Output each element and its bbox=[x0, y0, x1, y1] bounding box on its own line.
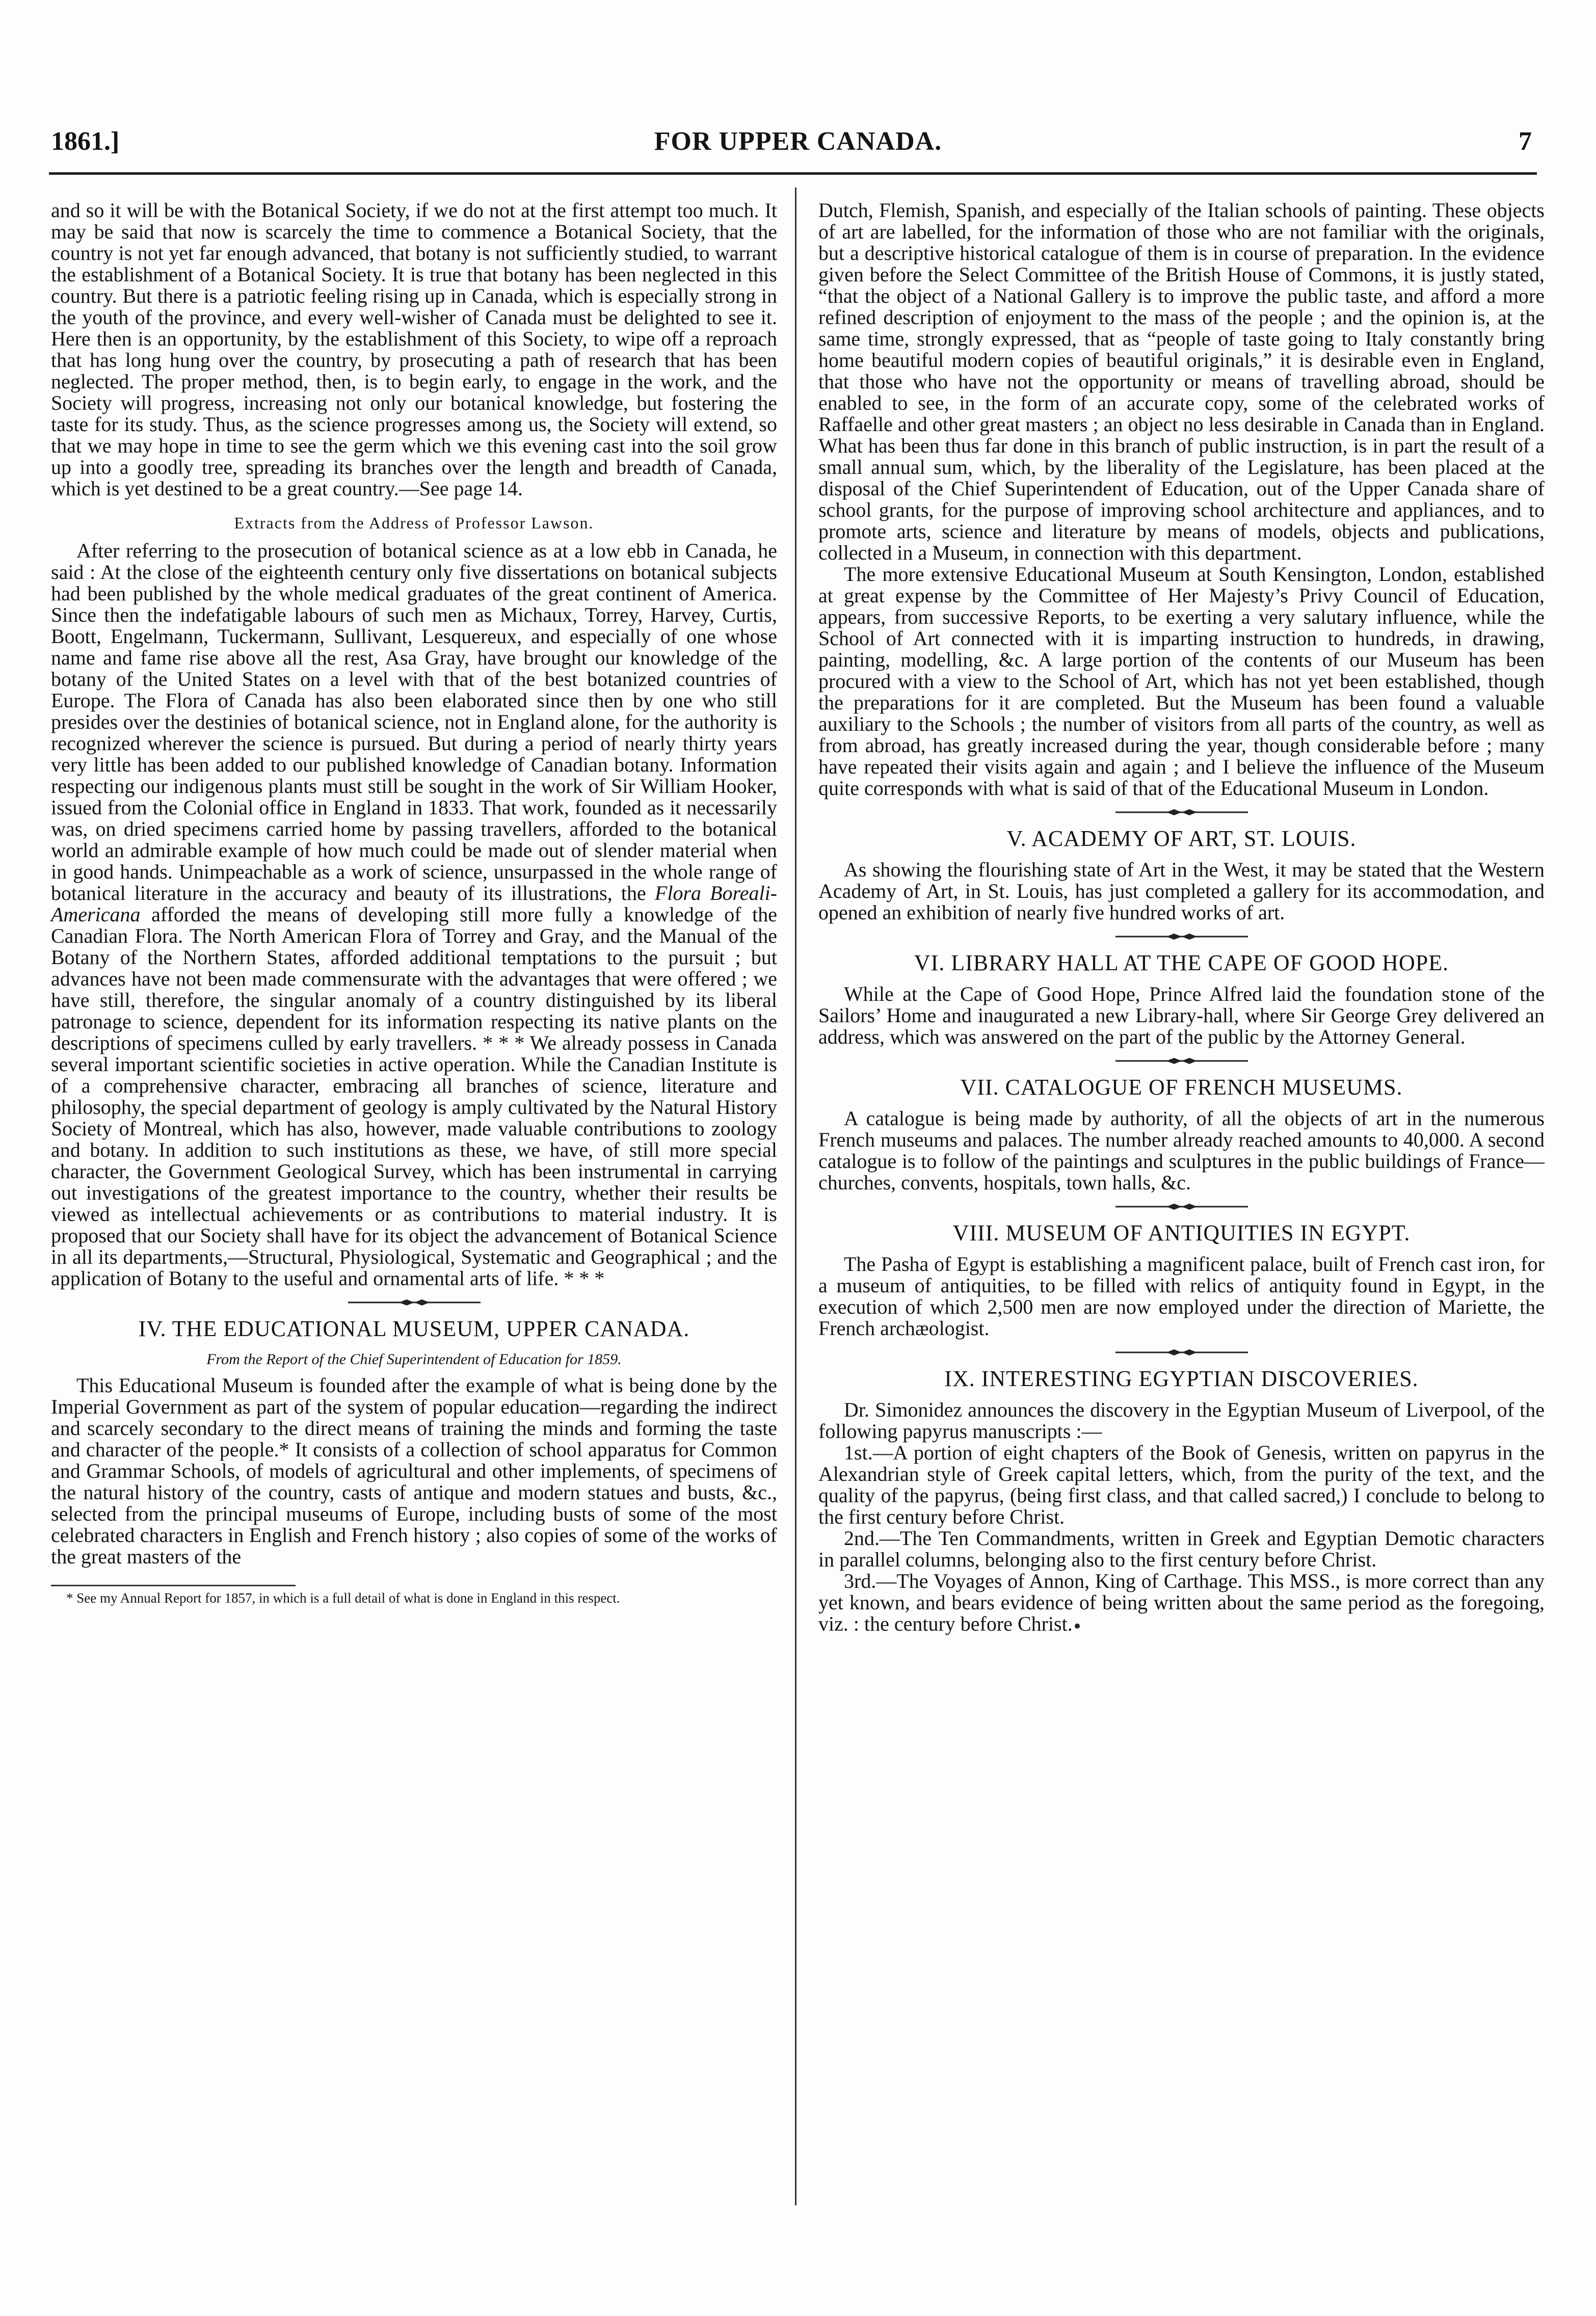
section-6-heading: VI. LIBRARY HALL AT THE CAPE OF GOOD HOPE. bbox=[914, 950, 1449, 975]
left-column bbox=[51, 200, 777, 1606]
section-9-item-1: 1st.—A portion of eight chapters of the Book of Genesis, written on papyrus in the Alexandrian style of Greek capital letters, which, from the purity of the text, and the quality of the papyrus, (being first class, and that called sacred,) I conclude to belong to the first century before Christ. bbox=[818, 1441, 1545, 1528]
section-9-heading: IX. INTERESTING EGYPTIAN DISCOVERIES. bbox=[944, 1366, 1419, 1391]
section-ornament bbox=[1110, 1203, 1253, 1211]
header-title: FOR UPPER CANADA. bbox=[654, 127, 942, 156]
section-5-text: As showing the flourishing state of Art in the West, it may be stated that the Western Academy of Art, in St. Louis, has just completed a gallery for its accommodation, and opened an exhibition of nearly five hundred works of art. bbox=[818, 858, 1545, 924]
extracts-heading: Extracts from the Address of Professor Lawson. bbox=[234, 514, 594, 532]
section-ornament bbox=[1110, 1348, 1253, 1356]
section-7-heading: VII. CATALOGUE OF FRENCH MUSEUMS. bbox=[960, 1075, 1403, 1100]
end-mark bbox=[1075, 1623, 1080, 1629]
section-ornament bbox=[1110, 1057, 1253, 1065]
section-4-source: From the Report of the Chief Superintendent of Education for 1859. bbox=[206, 1351, 622, 1368]
footnote: * See my Annual Report for 1857, in which is a full detail of what is done in England in this respect. bbox=[66, 1590, 620, 1606]
section-9-item-2: 2nd.—The Ten Commandments, written in Greek and Egyptian Demotic characters in parallel columns, belonging also to the first century before Christ. bbox=[818, 1527, 1545, 1571]
botanical-society-paragraph: and so it will be with the Botanical Society, if we do not at the first attempt too much. It may be said that now is scarcely the time to commence a Botanical Society, that the country is not yet far enough advanced, that botany is not sufficiently studied, to warrant the establishment of a Botanical Society. It is true that botany has been neglected in this country. But there is a patriotic feeling rising up in Canada, which is especially strong in the youth of the province, and every well-wisher of Canada must be delighted to see it. Here then is an opportunity, by the establishment of this Society, to wipe off a reproach that has long hung over the country, by prosecuting a path of research that has been neglected. The proper method, then, is to begin early, to engage in the work, and the Society will progress, increasing not only our botanical knowledge, but fostering the taste for its study. Thus, as the science progresses among us, the Society will extend, so that we may hope in time to see the germ which we this evening cast into the soil grow up into a goodly tree, spreading its branches over the length and breadth of Canada, which is yet destined to be a great country.—See page 14. bbox=[51, 199, 777, 500]
section-9-item-3 bbox=[818, 1570, 1545, 1635]
section-ornament bbox=[1110, 808, 1253, 816]
section-ornament bbox=[1110, 933, 1253, 941]
section-4-heading: IV. THE EDUCATIONAL MUSEUM, UPPER CANADA. bbox=[138, 1316, 690, 1341]
right-column bbox=[818, 200, 1545, 1635]
lawson-text-part-1: After referring to the prosecution of botanical science as at a low ebb in Canada, he said : At the close of the eighteenth century only five dissertations on botanical subjects had been published by the whole medical graduates of the great continent of America. Since then the indefatigable labours of such men as Michaux, Torrey, Harvey, Curtis, Boott, Engelmann, Tuckermann, Sullivant, Lesquereux, and especially of one whose name and fame rise above all the rest, Asa Gray, have brought our knowledge of the botany of the United States on a level with that of the best botanized countries of Europe. The Flora of Canada has also been elaborated since then by one who still presides over the destinies of botanical science, not in England alone, for the authority is recognized wherever the science is pursued. But during a period of nearly thirty years very little has been added to our published knowledge of Canadian botany. Information respecting our indigenous plants must still be sought in the work of Sir William Hooker, issued from the Colonial office in England in 1833. That work, founded as it necessarily was, on dried specimens carried home by passing travellers, afforded to the botanical world an admirable example of how much could be made out of slender material when in good hands. Unimpeachable as a work of science, unsurpassed in the whole range of botanical literature in the accuracy and beauty of its illustrations, the bbox=[51, 539, 777, 904]
museum-continued-paragraph: Dutch, Flemish, Spanish, and especially of the Italian schools of painting. These objects of art are labelled, for the information of those who are not familiar with the originals, but a descriptive historical catalogue of them is in course of preparation. In the evidence given before the Select Committee of the British House of Commons, it is justly stated, “that the object of a National Gallery is to improve the public taste, and afford a more refined description of enjoyment to the mass of the people ; and the opinion is, at the same time, strongly expressed, that as “people of taste going to Italy constantly bring home beautiful modern copies of beautiful originals,” it is desirable even in England, that those who have not the opportunity or means of travelling abroad, should be enabled to see, in the form of an accurate copy, some of the celebrated works of Raffaelle and other great masters ; an object no less desirable in Canada than in England. What has been thus far done in this branch of public instruction, is in part the result of a small annual sum, which, by the liberality of the Legislature, has been placed at the disposal of the Chief Superintendent of Education, out of the Upper Canada share of school grants, for the purpose of improving school architecture and appliances, and to promote arts, science and literature by means of models, objects and publications, collected in a Museum, in connection with this department. bbox=[818, 199, 1545, 564]
south-kensington-paragraph: The more extensive Educational Museum at South Kensington, London, established at great expense by the Committee of Her Majesty’s Privy Council of Education, appears, from successive Reports, to be exerting a very salutary influence, while the School of Art connected with it is imparting instruction to hundreds, in drawing, painting, modelling, &c. A large portion of the contents of our Museum has been procured with a view to the School of Art, which has not yet been established, though the preparations for it are completed. But the Museum has been found a valuable auxiliary to the Schools ; the number of visitors from all parts of the country, as well as from abroad, has greatly increased during the year, though considerable before ; many have repeated their visits again and again ; and I believe the influence of the Museum quite corresponds with what is said of that of the Educational Museum in London. bbox=[818, 563, 1545, 800]
column-divider bbox=[795, 188, 796, 2205]
section-6-text: While at the Cape of Good Hope, Prince Alfred laid the foundation stone of the Sailors’ Home and inaugurated a new Library-hall, where Sir George Grey delivered an address, which was answered on the part of the public by the Attorney General. bbox=[818, 982, 1545, 1048]
section-8-heading: VIII. MUSEUM OF ANTIQUITIES IN EGYPT. bbox=[952, 1220, 1411, 1245]
header-rule bbox=[49, 172, 1537, 175]
lawson-text-part-2: afforded the means of developing still more fully a knowledge of the Canadian Flora. The North American Flora of Torrey and Gray, and the Manual of the Botany of the Northern States, afforded additional temptations to the pursuit ; but advances have not been made commensurate with the advantages that were offered ; we have still, therefore, the singular anomaly of a country distinguished by its liberal patronage to science, dependent for its information respecting its native plants on the descriptions of specimens culled by early travellers. * * * We already possess in Canada several important scientific societies in active operation. While the Canadian Institute is of a comprehensive character, embracing all branches of science, literature and philosophy, the special department of geology is amply cultivated by the Natural History Society of Montreal, which has also, however, made valuable contributions to zoology and botany. In addition to such institutions as these, we have, of still more special character, the Government Geological Survey, which has been instrumental in carrying out investigations of the greatest importance to the country, whether their results be viewed as intellectual achievements or as contributions to material industry. It is proposed that our Society shall have for its object the advancement of Botanical Science in all its departments,—Structural, Physiological, Systematic and Geographical ; and the application of Botany to the useful and ornamental arts of life. * * * bbox=[51, 903, 778, 1290]
flora-title: Flora Boreali-Americana bbox=[51, 882, 777, 926]
section-ornament bbox=[343, 1298, 486, 1307]
section-9-item-3-text: 3rd.—The Voyages of Annon, King of Carthage. This MSS., is more correct than any yet known, and bears evidence of being written about the same period as the foregoing, viz. : the century before Christ. bbox=[818, 1569, 1545, 1635]
header-year: 1861.] bbox=[51, 127, 120, 156]
footnote-rule bbox=[51, 1585, 296, 1586]
section-7-text: A catalogue is being made by authority, of all the objects of art in the numerous French museums and palaces. The number already reached amounts to 40,000. A second catalogue is to follow of the paintings and sculptures in the public buildings of France—churches, convents, hospitals, town halls, &c. bbox=[818, 1107, 1545, 1194]
educational-museum-paragraph: This Educational Museum is founded after the example of what is being done by the Imperial Government as part of the system of popular education—regarding the indirect and scarcely secondary to the direct means of training the minds and forming the taste and character of the people.* It consists of a collection of school apparatus for Common and Grammar Schools, of models of agricultural and other implements, of specimens of the natural history of the country, casts of antique and modern statues and busts, &c., selected from the principal museums of Europe, including busts of some of the most celebrated characters in English and French history ; also copies of some of the works of the great masters of the bbox=[51, 1374, 777, 1568]
section-8-text: The Pasha of Egypt is establishing a magnificent palace, built of French cast iron, for a museum of antiquities, to be filled with relics of antiquity found in Egypt, in the execution of which 2,500 men are now employed under the direction of Mariette, the French archæologist. bbox=[818, 1253, 1545, 1340]
section-9-intro: Dr. Simonidez announces the discovery in the Egyptian Museum of Liverpool, of the following papyrus manuscripts :— bbox=[818, 1398, 1545, 1443]
header-page-number: 7 bbox=[1519, 127, 1532, 156]
lawson-address-paragraph bbox=[51, 540, 777, 1289]
section-5-heading: V. ACADEMY OF ART, ST. LOUIS. bbox=[1006, 826, 1356, 851]
